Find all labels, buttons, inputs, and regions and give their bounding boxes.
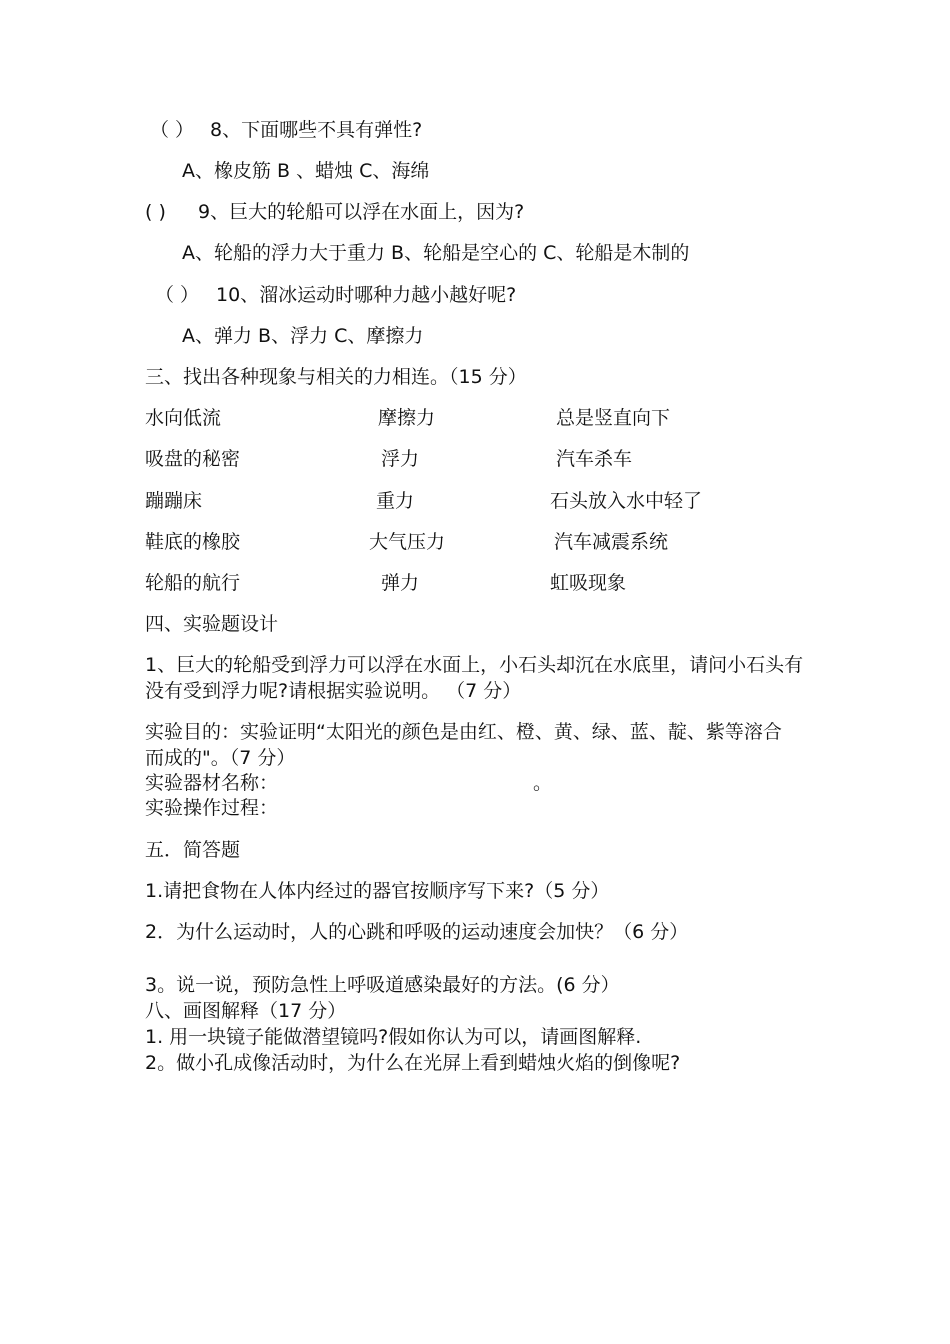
matching-row bbox=[0, 489, 950, 515]
q9-answer-paren[interactable]: ( ) bbox=[145, 201, 166, 223]
short-answer-q3: 3。说一说，预防急性上呼吸道感染最好的方法。(6 分） bbox=[145, 974, 620, 996]
matching-force[interactable]: 摩擦力 bbox=[378, 407, 436, 429]
drawing-heading: 八、画图解释（17 分） bbox=[145, 1000, 347, 1022]
matching-force[interactable]: 弹力 bbox=[381, 572, 420, 594]
experiment-purpose-line2: 而成的"。（7 分） bbox=[145, 747, 296, 769]
matching-phenomenon[interactable]: 水向低流 bbox=[145, 407, 222, 429]
matching-heading: 三、找出各种现象与相关的力相连。（15 分） bbox=[145, 366, 527, 388]
matching-phenomenon[interactable]: 鞋底的橡胶 bbox=[145, 531, 241, 553]
materials-label: 实验器材名称： bbox=[145, 772, 279, 794]
short-answer-q1: 1.请把食物在人体内经过的器官按顺序写下来?（5 分） bbox=[145, 880, 610, 902]
matching-property[interactable]: 汽车减震系统 bbox=[554, 531, 669, 553]
q9-question: 9、巨大的轮船可以浮在水面上，因为? bbox=[198, 201, 525, 223]
drawing-q2: 2。做小孔成像活动时，为什么在光屏上看到蜡烛火焰的倒像呢? bbox=[145, 1052, 681, 1074]
matching-phenomenon[interactable]: 轮船的航行 bbox=[145, 572, 241, 594]
matching-row bbox=[0, 447, 950, 473]
q8-question: 8、下面哪些不具有弹性? bbox=[210, 119, 423, 141]
q10-question: 10、溜冰运动时哪种力越小越好呢? bbox=[216, 284, 517, 306]
experiment-q1-line1: 1、巨大的轮船受到浮力可以浮在水面上，小石头却沉在水底里，请问小石头有 bbox=[145, 654, 804, 676]
matching-property[interactable]: 汽车杀车 bbox=[556, 448, 633, 470]
matching-phenomenon[interactable]: 蹦蹦床 bbox=[145, 490, 203, 512]
short-answer-q2: 2．为什么运动时，人的心跳和呼吸的运动速度会加快？（6 分） bbox=[145, 921, 689, 943]
experiment-heading: 四、实验题设计 bbox=[145, 613, 279, 635]
matching-row bbox=[0, 406, 950, 432]
process-label: 实验操作过程： bbox=[145, 797, 279, 819]
matching-property[interactable]: 石头放入水中轻了 bbox=[550, 490, 703, 512]
matching-property[interactable]: 虹吸现象 bbox=[550, 572, 627, 594]
q8-options: A、橡皮筋 B 、蜡烛 C、海绵 bbox=[182, 160, 430, 182]
matching-phenomenon[interactable]: 吸盘的秘密 bbox=[145, 448, 241, 470]
q10-answer-paren[interactable]: （ ） bbox=[155, 284, 200, 306]
experiment-purpose-line1: 实验目的：实验证明“太阳光的颜色是由红、橙、黄、绿、蓝、靛、紫等溶合 bbox=[145, 721, 782, 743]
matching-force[interactable]: 重力 bbox=[376, 490, 415, 512]
matching-row bbox=[0, 571, 950, 597]
q8-answer-paren[interactable]: （ ） bbox=[150, 119, 195, 141]
drawing-q1: 1. 用一块镜子能做潜望镜吗?假如你认为可以，请画图解释. bbox=[145, 1026, 642, 1048]
matching-row bbox=[0, 530, 950, 556]
matching-property[interactable]: 总是竖直向下 bbox=[556, 407, 671, 429]
matching-force[interactable]: 浮力 bbox=[381, 448, 420, 470]
materials-end-mark: 。 bbox=[533, 772, 553, 794]
q9-options: A、轮船的浮力大于重力 B、轮船是空心的 C、轮船是木制的 bbox=[182, 242, 690, 264]
matching-force[interactable]: 大气压力 bbox=[369, 531, 446, 553]
q10-options: A、弹力 B、浮力 C、摩擦力 bbox=[182, 325, 424, 347]
experiment-q1-line2: 没有受到浮力呢?请根据实验说明。 （7 分） bbox=[145, 680, 522, 702]
short-answer-heading: 五．简答题 bbox=[145, 839, 241, 861]
